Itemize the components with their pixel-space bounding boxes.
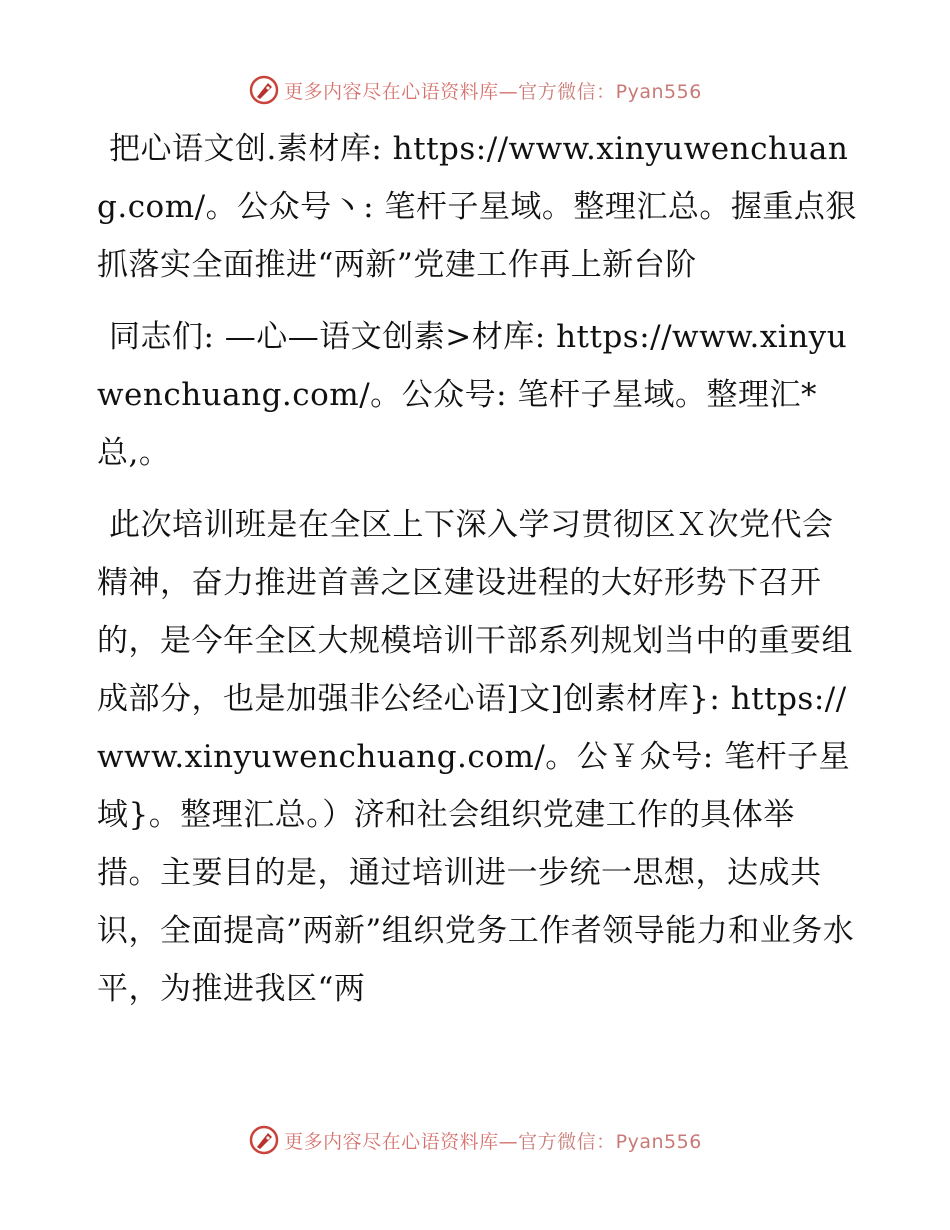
document-body xyxy=(97,120,857,1032)
paragraph-body: 此次培训班是在全区上下深入学习贯彻区Ｘ次党代会精神，奋力推进首善之区建设进程的大好形势下召开的，是今年全区大规模培训干部系列规划当中的重要组成部分，也是加强非公经心语]文]创素材库}: https://www.xinyuwenchuang.com/。公￥众号: 笔杆子星域}。整理汇总。）济和社会组织党建工作的具体举措。主要目的是，通过培训进一步统一思想，达成共识，全面提高”两新”组织党务工作者领导能力和业务水平，为推进我区“两 xyxy=(97,507,855,1007)
header-watermark-banner xyxy=(0,70,950,110)
pen-nib-logo-icon xyxy=(248,1124,280,1156)
pen-nib-logo-icon xyxy=(248,74,280,106)
footer-watermark-banner xyxy=(0,1120,950,1160)
paragraph-title: 把心语文创.素材库: https://www.xinyuwenchuang.com/。公众号丶: 笔杆子星域。整理汇总。握重点狠抓落实全面推进“两新”党建工作再上新台阶 xyxy=(97,131,857,283)
footer-banner-text: 更多内容尽在心语资料库—官方微信：Pyan556 xyxy=(284,1130,702,1153)
footer-wechat-text: 官方微信：Pyan556 xyxy=(518,1130,702,1153)
header-wechat-text: 官方微信：Pyan556 xyxy=(518,80,702,103)
paragraph-greeting: 同志们: —心—语文创素>材库: https://www.xinyuwenchuang.com/。公众号: 笔杆子星域。整理汇*总,。 xyxy=(97,319,848,471)
header-banner-text: 更多内容尽在心语资料库—官方微信：Pyan556 xyxy=(284,80,702,103)
